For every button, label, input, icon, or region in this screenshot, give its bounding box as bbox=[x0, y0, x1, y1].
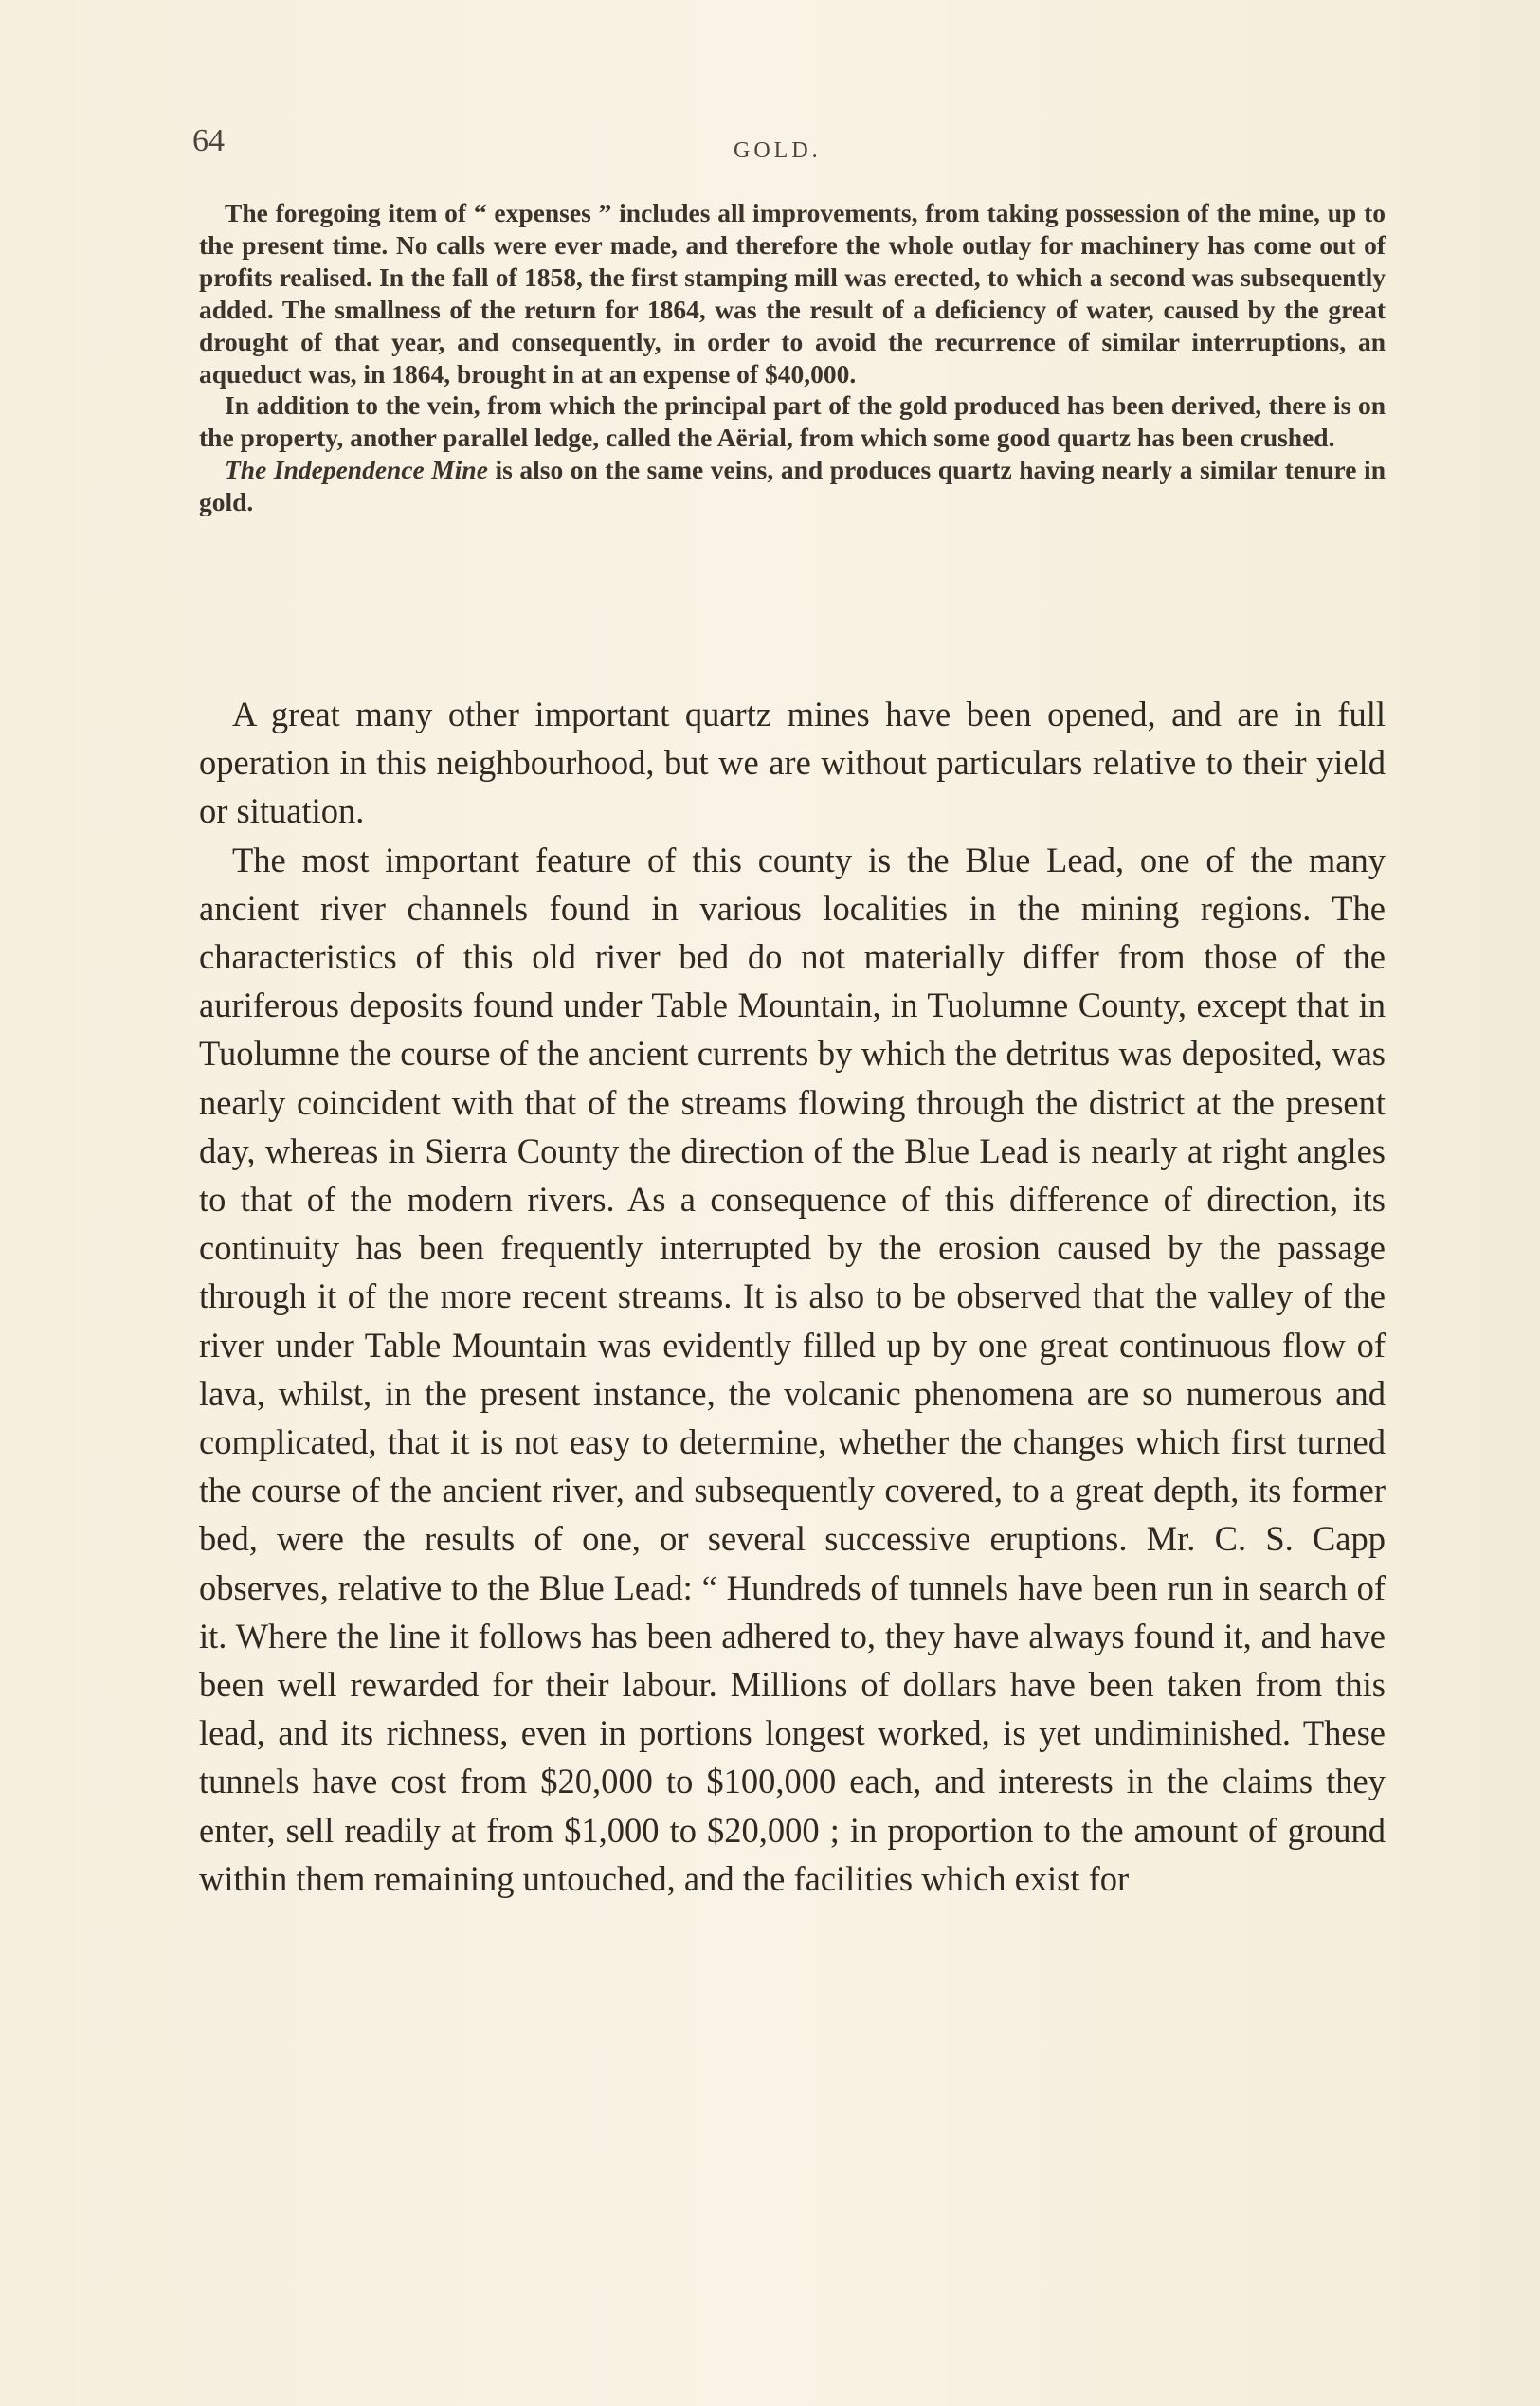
small-print-paragraph-vein: In addition to the vein, from which the principal part of the gold produced has been derived, there is on the property, another parallel ledge, called the Aërial, from which some good quartz has been crushed. bbox=[199, 390, 1386, 453]
small-print-paragraph-independence bbox=[199, 454, 1386, 518]
body-paragraph-blue-lead: The most important feature of this county is the Blue Lead, one of the many ancient river channels found in various localities in the mining regions. The characteristics of this old river bed do not materially differ from those of the auriferous deposits found under Table Mountain, in Tuolumne County, except that in Tuolumne the course of the ancient currents by which the detritus was deposited, was nearly coincident with that of the streams flowing through the district at the present day, whereas in Sierra County the direction of the Blue Lead is nearly at right angles to that of the modern rivers. As a consequence of this difference of direction, its continuity has been frequently interrupted by the erosion caused by the passage through it of the more recent streams. It is also to be observed that the valley of the river under Table Mountain was evidently filled up by one great continuous flow of lava, whilst, in the present instance, the volcanic phenomena are so numerous and complicated, that it is not easy to determine, whether the changes which first turned the course of the ancient river, and subsequently covered, to a great depth, its former bed, were the results of one, or several successive eruptions. Mr. C. S. Capp observes, relative to the Blue Lead: “ Hundreds of tunnels have been run in search of it. Where the line it follows has been adhered to, they have always found it, and have been well rewarded for their labour. Millions of dollars have been taken from this lead, and its richness, even in portions longest worked, is yet undiminished. These tunnels have cost from $20,000 to $100,000 each, and interests in the claims they enter, sell readily at from $1,000 to $20,000 ; in proportion to the amount of ground within them remaining untouched, and the facilities which exist for bbox=[199, 840, 1386, 1898]
small-print-paragraph-expenses: The foregoing item of “ expenses ” includes all improvements, from taking possession of the mine, up to the present time. No calls were ever made, and therefore the whole outlay for machinery has come out of profits realised. In the fall of 1858, the first stamping mill was erected, to which a second was subsequently added. The smallness of the return for 1864, was the result of a deficiency of water, caused by the great drought of that year, and consequently, in order to avoid the recurrence of similar interruptions, an aqueduct was, in 1864, brought in at an expense of $40,000. bbox=[199, 198, 1386, 389]
body-paragraph-quartz-mines: A great many other important quartz mines have been opened, and are in full operation in this neighbourhood, but we are without particulars relative to their yield or situation. bbox=[199, 695, 1386, 831]
independence-mine-title: The Independence Mine bbox=[225, 455, 488, 485]
running-head: GOLD. bbox=[734, 138, 822, 163]
small-print-section bbox=[199, 197, 1386, 518]
page-number: 64 bbox=[192, 123, 225, 158]
body-text-section bbox=[199, 690, 1386, 1903]
independence-mine-text: is also on the same veins, and produces quartz having nearly a similar tenure in gold. bbox=[199, 455, 1386, 517]
